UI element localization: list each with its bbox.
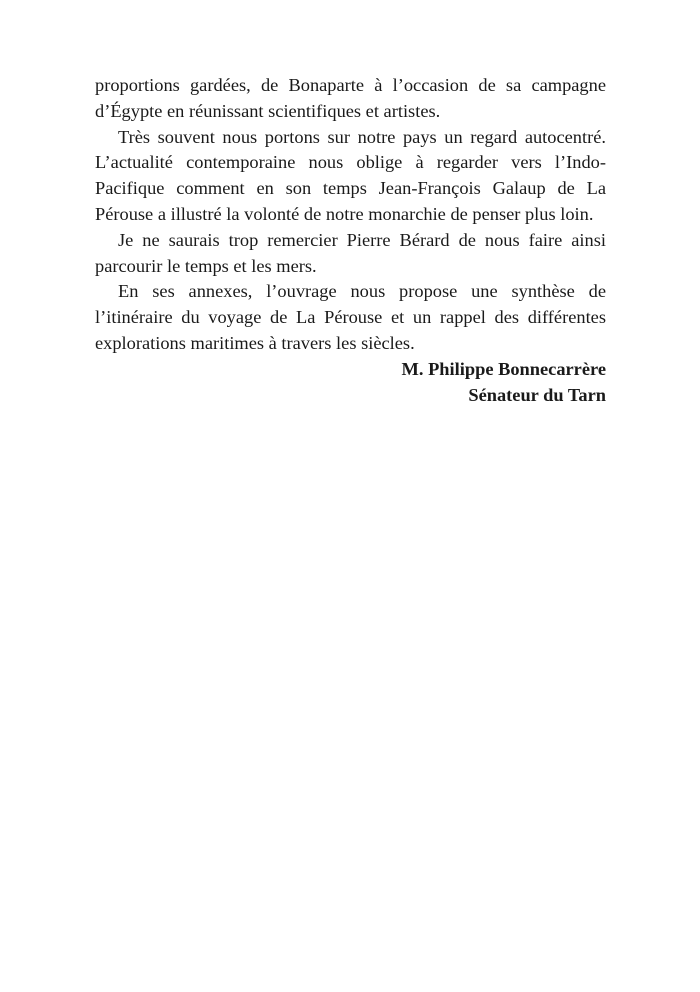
- paragraph-continuation: proportions gardées, de Bonaparte à l’occasion de sa campagne d’Égypte en réunissant scientifiques et artistes.: [95, 75, 606, 121]
- paragraph-remerciements: Je ne saurais trop remercier Pierre Bérard de nous faire ainsi parcourir le temps et les mers.: [95, 229, 606, 276]
- signature-name: M. Philippe Bonnecarrère: [401, 358, 606, 379]
- signature-title: Sénateur du Tarn: [468, 384, 606, 405]
- paragraph-regard-autocentre: Très souvent nous portons sur notre pays un regard autocentré. L’actualité contemporaine nous oblige à regarder vers l’Indo-Pacifique comment en son temps Jean-François Galaup de La Pérouse a illustré la volonté de notre monarchie de penser plus loin.: [95, 126, 606, 224]
- paragraph-annexes: En ses annexes, l’ouvrage nous propose une synthèse de l’itinéraire du voyage de La Pérouse et un rappel des différentes explorations maritimes à travers les siècles.: [95, 281, 606, 353]
- document-body: [95, 73, 606, 408]
